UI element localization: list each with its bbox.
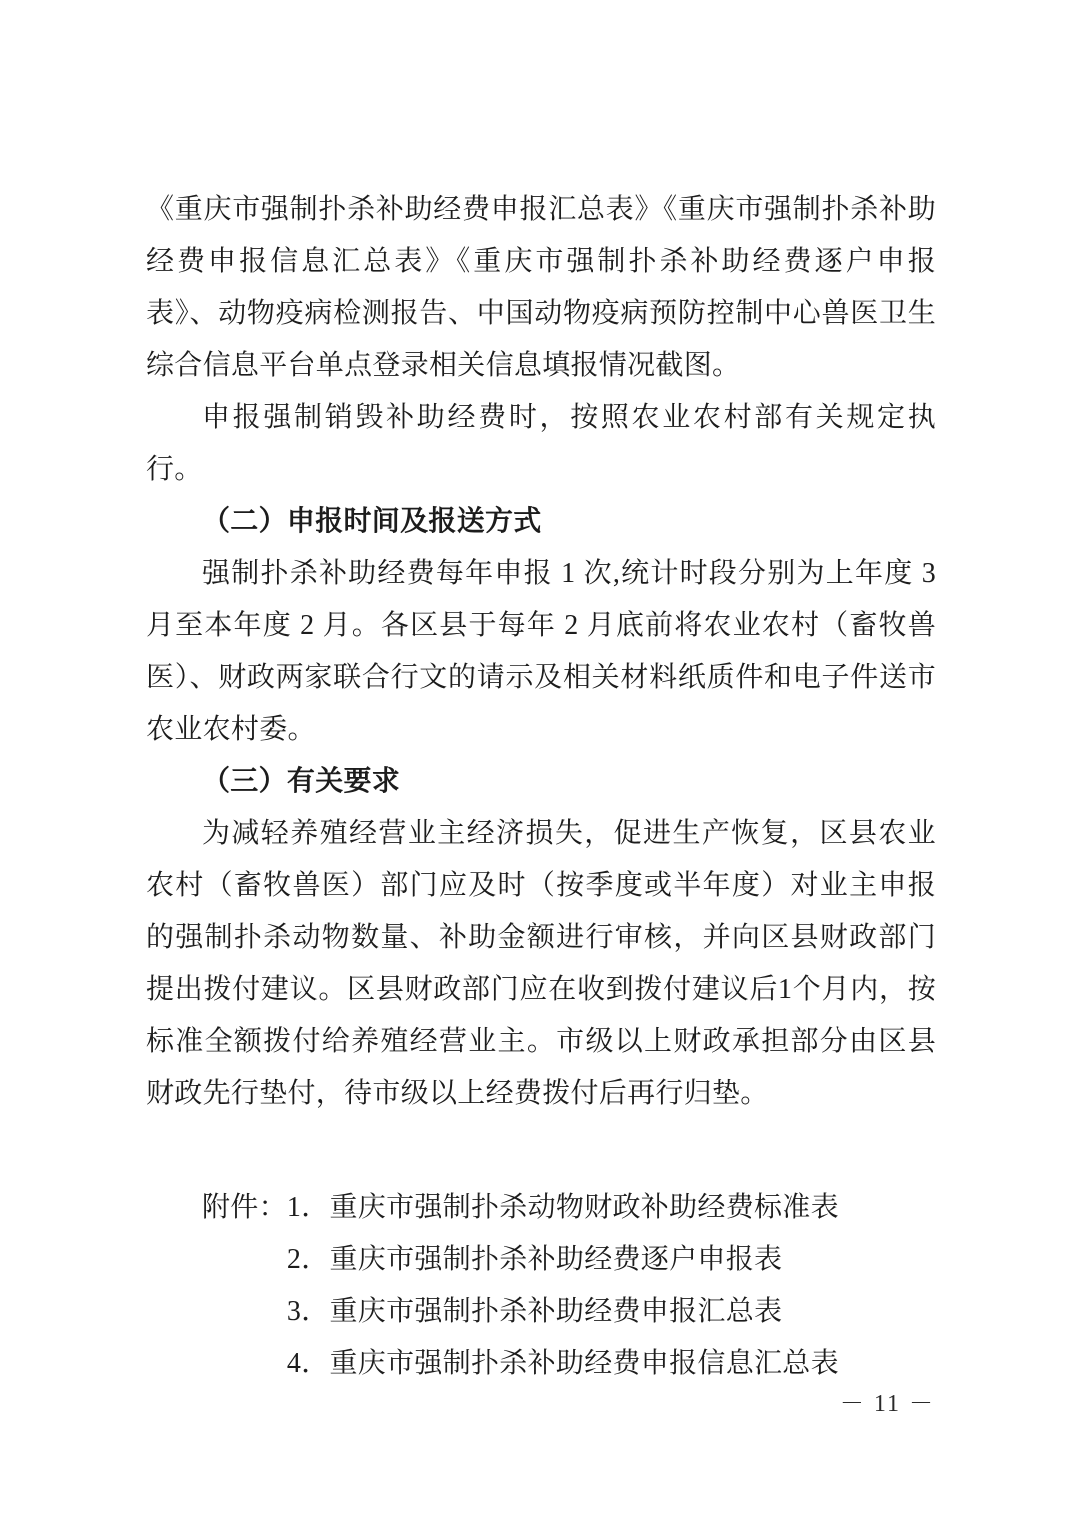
attachment-item-1: 1．重庆市强制扑杀动物财政补助经费标准表: [286, 1192, 839, 1223]
document-body: [146, 184, 936, 1390]
attachment-item-3: 3．重庆市强制扑杀补助经费申报汇总表: [286, 1296, 783, 1327]
heading-section-3-requirements: （三）有关要求: [202, 766, 401, 797]
page-number: － 11 －: [839, 1391, 935, 1417]
paragraph-continuation-forms-list: 《重庆市强制扑杀补助经费申报汇总表》《重庆市强制扑杀补助经费申报信息汇总表》《重庆市强制扑杀补助经费逐户申报表》、动物疫病检测报告、中国动物疫病预防控制中心兽医卫生综合信息平台单点登录相关信息填报情况截图。: [146, 194, 936, 381]
attachments-label: 附件：: [202, 1192, 287, 1223]
paragraph-destruction-subsidy: 申报强制销毁补助经费时，按照农业农村部有关规定执行。: [146, 402, 936, 485]
attachments-list: [287, 1182, 936, 1390]
attachment-item-2: 2．重庆市强制扑杀补助经费逐户申报表: [286, 1244, 783, 1275]
heading-section-2-declaration-time: （二）申报时间及报送方式: [202, 506, 542, 537]
attachment-item-4: 4．重庆市强制扑杀补助经费申报信息汇总表: [286, 1348, 839, 1379]
paragraph-declaration-schedule: 强制扑杀补助经费每年申报 1 次,统计时段分别为上年度 3 月至本年度 2 月。各区县于每年 2 月底前将农业农村（畜牧兽医）、财政两家联合行文的请示及相关材料纸质件和电子件送市农业农村委。: [146, 558, 936, 745]
attachments-block: [146, 1182, 936, 1390]
paragraph-requirements-detail: 为减轻养殖经营业主经济损失，促进生产恢复，区县农业农村（畜牧兽医）部门应及时（按季度或半年度）对业主申报的强制扑杀动物数量、补助金额进行审核，并向区县财政部门提出拨付建议。区县财政部门应在收到拨付建议后1个月内，按标准全额拨付给养殖经营业主。市级以上财政承担部分由区县财政先行垫付，待市级以上经费拨付后再行归垫。: [146, 818, 936, 1109]
